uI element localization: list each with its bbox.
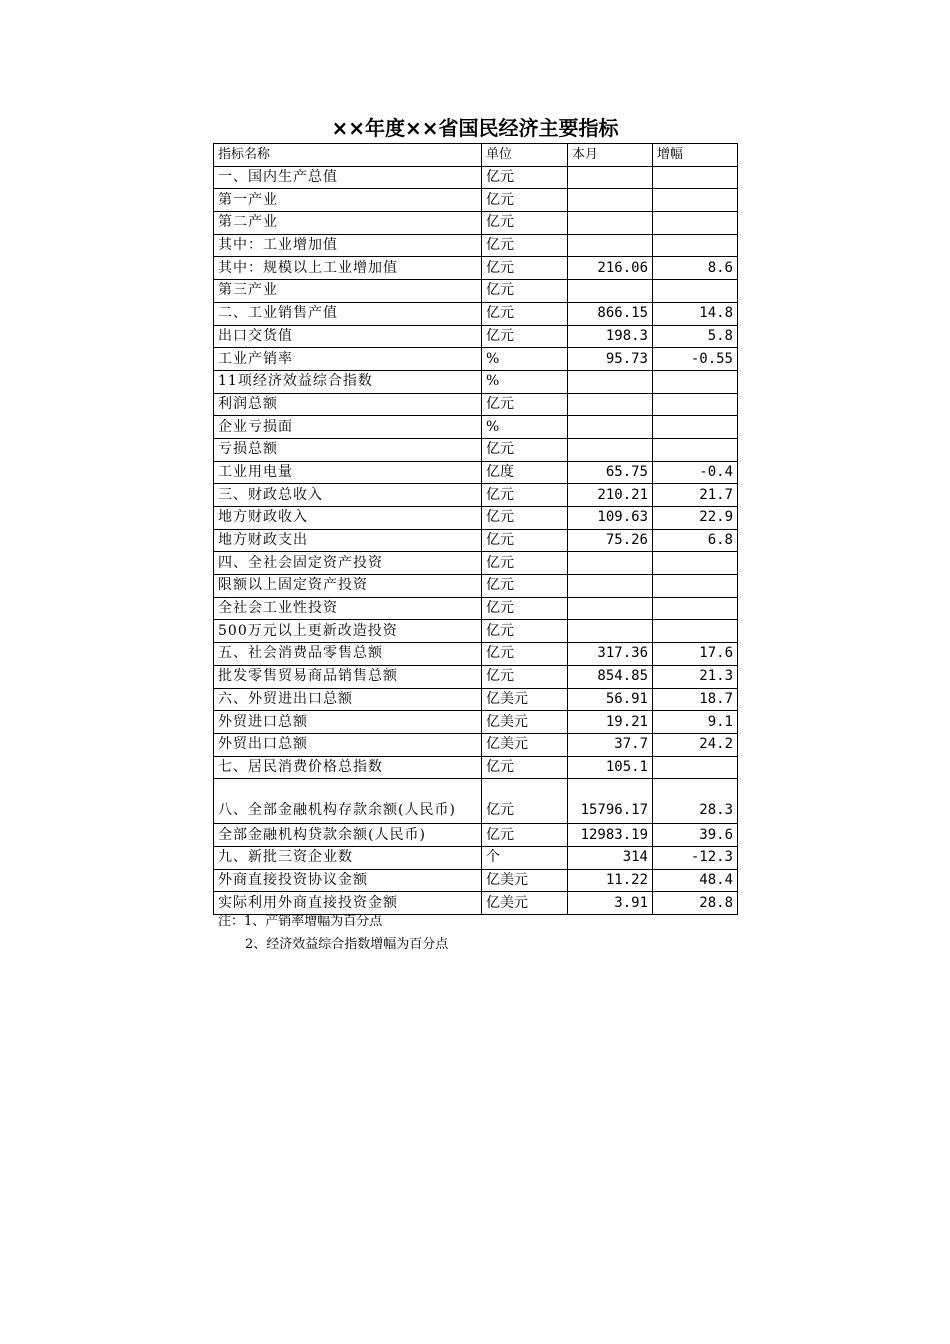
indicator-name: 11项经济效益综合指数 <box>214 370 482 393</box>
indicator-name: 第一产业 <box>214 189 482 212</box>
indicator-unit: 亿元 <box>482 665 568 688</box>
indicator-unit: 亿元 <box>482 438 568 461</box>
indicator-month-value: 105.1 <box>568 756 653 779</box>
indicator-month-value <box>568 597 653 620</box>
indicator-growth-value <box>653 393 738 416</box>
indicator-unit: 亿元 <box>482 212 568 235</box>
indicator-growth-value: 9.1 <box>653 711 738 734</box>
table-row <box>214 348 738 371</box>
indicator-name: 第二产业 <box>214 212 482 235</box>
indicator-unit: 亿美元 <box>482 688 568 711</box>
indicator-name: 全部金融机构贷款余额(人民币) <box>214 824 482 847</box>
indicator-name: 八、全部金融机构存款余额(人民币) <box>214 779 482 824</box>
indicator-growth-value <box>653 280 738 303</box>
indicator-name: 七、居民消费价格总指数 <box>214 756 482 779</box>
indicator-growth-value: -12.3 <box>653 846 738 869</box>
note-line-1: 注：1、产销率增幅为百分点 <box>218 914 383 929</box>
indicator-month-value <box>568 393 653 416</box>
table-row <box>214 620 738 643</box>
table-row <box>214 733 738 756</box>
indicator-month-value <box>568 212 653 235</box>
table-row <box>214 575 738 598</box>
indicator-name: 限额以上固定资产投资 <box>214 575 482 598</box>
indicator-name: 利润总额 <box>214 393 482 416</box>
indicator-month-value <box>568 575 653 598</box>
indicator-growth-value <box>653 756 738 779</box>
indicator-month-value: 854.85 <box>568 665 653 688</box>
indicators-table <box>213 143 738 915</box>
table-row <box>214 257 738 280</box>
indicator-name: 外贸出口总额 <box>214 733 482 756</box>
indicator-unit: 亿元 <box>482 189 568 212</box>
table-row <box>214 597 738 620</box>
indicator-name: 第三产业 <box>214 280 482 303</box>
indicator-unit: 亿美元 <box>482 892 568 915</box>
indicator-month-value <box>568 438 653 461</box>
indicator-unit: 亿元 <box>482 597 568 620</box>
indicator-name: 外商直接投资协议金额 <box>214 869 482 892</box>
indicator-name: 其中：工业增加值 <box>214 234 482 257</box>
indicator-month-value <box>568 370 653 393</box>
indicator-growth-value: -0.55 <box>653 348 738 371</box>
indicator-name: 六、外贸进出口总额 <box>214 688 482 711</box>
indicator-unit: 亿元 <box>482 257 568 280</box>
indicator-name: 其中：规模以上工业增加值 <box>214 257 482 280</box>
header-this-month: 本月 <box>568 144 653 167</box>
table-row <box>214 280 738 303</box>
table-row <box>214 688 738 711</box>
indicator-unit: 亿元 <box>482 552 568 575</box>
indicator-unit: 亿元 <box>482 575 568 598</box>
table-row <box>214 507 738 530</box>
indicator-unit: 亿美元 <box>482 869 568 892</box>
indicator-unit: 亿元 <box>482 507 568 530</box>
indicator-growth-value: 21.3 <box>653 665 738 688</box>
indicator-month-value: 317.36 <box>568 643 653 666</box>
table-notes <box>218 910 448 956</box>
indicator-unit: % <box>482 416 568 439</box>
indicator-growth-value: 22.9 <box>653 507 738 530</box>
indicator-unit: 亿元 <box>482 620 568 643</box>
indicator-growth-value <box>653 234 738 257</box>
indicator-unit: 亿元 <box>482 779 568 824</box>
indicator-name: 地方财政支出 <box>214 529 482 552</box>
indicator-growth-value: 14.8 <box>653 302 738 325</box>
table-row <box>214 416 738 439</box>
table-body <box>214 166 738 914</box>
indicator-name: 亏损总额 <box>214 438 482 461</box>
indicator-month-value: 12983.19 <box>568 824 653 847</box>
indicator-name: 二、工业销售产值 <box>214 302 482 325</box>
indicator-month-value <box>568 166 653 189</box>
indicator-name: 出口交货值 <box>214 325 482 348</box>
table-row <box>214 325 738 348</box>
indicator-unit: 亿元 <box>482 166 568 189</box>
table-row <box>214 756 738 779</box>
indicator-unit: 亿元 <box>482 529 568 552</box>
indicator-unit: 亿元 <box>482 484 568 507</box>
indicator-month-value: 109.63 <box>568 507 653 530</box>
table-row <box>214 824 738 847</box>
indicator-name: 一、国内生产总值 <box>214 166 482 189</box>
header-unit: 单位 <box>482 144 568 167</box>
indicator-unit: 亿元 <box>482 302 568 325</box>
indicator-name: 批发零售贸易商品销售总额 <box>214 665 482 688</box>
indicator-unit: 个 <box>482 846 568 869</box>
table-row <box>214 166 738 189</box>
table-row <box>214 846 738 869</box>
indicator-unit: 亿元 <box>482 325 568 348</box>
indicator-month-value <box>568 416 653 439</box>
indicator-growth-value: 24.2 <box>653 733 738 756</box>
table-row <box>214 779 738 824</box>
indicator-month-value: 314 <box>568 846 653 869</box>
header-indicator-name: 指标名称 <box>214 144 482 167</box>
indicator-month-value: 216.06 <box>568 257 653 280</box>
table-row <box>214 302 738 325</box>
indicator-growth-value: 21.7 <box>653 484 738 507</box>
indicator-unit: 亿元 <box>482 643 568 666</box>
indicator-month-value <box>568 234 653 257</box>
indicator-unit: 亿度 <box>482 461 568 484</box>
table-row <box>214 665 738 688</box>
table-row <box>214 643 738 666</box>
indicator-growth-value <box>653 212 738 235</box>
table-row <box>214 212 738 235</box>
indicator-name: 五、社会消费品零售总额 <box>214 643 482 666</box>
indicator-growth-value <box>653 166 738 189</box>
indicator-name: 企业亏损面 <box>214 416 482 439</box>
note-line-2: 2、经济效益综合指数增幅为百分点 <box>245 937 449 952</box>
table-row <box>214 484 738 507</box>
indicator-month-value <box>568 552 653 575</box>
indicator-growth-value: 39.6 <box>653 824 738 847</box>
indicator-name: 九、新批三资企业数 <box>214 846 482 869</box>
indicator-month-value: 866.15 <box>568 302 653 325</box>
indicator-name: 全社会工业性投资 <box>214 597 482 620</box>
indicator-growth-value <box>653 620 738 643</box>
indicator-growth-value: 28.8 <box>653 892 738 915</box>
indicator-unit: % <box>482 348 568 371</box>
indicator-growth-value <box>653 552 738 575</box>
indicator-growth-value: 8.6 <box>653 257 738 280</box>
indicator-month-value: 37.7 <box>568 733 653 756</box>
indicator-growth-value: 48.4 <box>653 869 738 892</box>
table-row <box>214 869 738 892</box>
indicator-name: 500万元以上更新改造投资 <box>214 620 482 643</box>
indicator-unit: 亿元 <box>482 756 568 779</box>
indicator-unit: 亿美元 <box>482 711 568 734</box>
document-title: ××年度××省国民经济主要指标 <box>331 116 619 140</box>
indicator-month-value: 3.91 <box>568 892 653 915</box>
indicator-month-value: 56.91 <box>568 688 653 711</box>
indicator-month-value: 15796.17 <box>568 779 653 824</box>
table-row <box>214 234 738 257</box>
indicator-name: 外贸进口总额 <box>214 711 482 734</box>
indicator-growth-value: 18.7 <box>653 688 738 711</box>
indicator-unit: 亿元 <box>482 393 568 416</box>
indicator-growth-value <box>653 575 738 598</box>
indicator-growth-value: 28.3 <box>653 779 738 824</box>
indicator-growth-value: 5.8 <box>653 325 738 348</box>
indicator-growth-value: 17.6 <box>653 643 738 666</box>
table-row <box>214 438 738 461</box>
indicator-name: 工业用电量 <box>214 461 482 484</box>
indicator-name: 四、全社会固定资产投资 <box>214 552 482 575</box>
indicator-name: 三、财政总收入 <box>214 484 482 507</box>
indicator-month-value: 11.22 <box>568 869 653 892</box>
indicator-growth-value <box>653 597 738 620</box>
indicator-unit: 亿美元 <box>482 733 568 756</box>
indicator-growth-value <box>653 438 738 461</box>
indicator-month-value: 198.3 <box>568 325 653 348</box>
indicator-growth-value <box>653 370 738 393</box>
indicator-month-value <box>568 189 653 212</box>
indicator-month-value: 95.73 <box>568 348 653 371</box>
table-row <box>214 393 738 416</box>
indicator-growth-value: 6.8 <box>653 529 738 552</box>
indicator-unit: 亿元 <box>482 234 568 257</box>
table-row <box>214 711 738 734</box>
indicator-month-value: 210.21 <box>568 484 653 507</box>
indicator-month-value <box>568 620 653 643</box>
table-row <box>214 461 738 484</box>
table-header-row <box>214 144 738 167</box>
indicator-name: 地方财政收入 <box>214 507 482 530</box>
header-growth: 增幅 <box>653 144 738 167</box>
table-row <box>214 552 738 575</box>
indicator-name: 工业产销率 <box>214 348 482 371</box>
indicator-growth-value: -0.4 <box>653 461 738 484</box>
indicator-unit: 亿元 <box>482 824 568 847</box>
table-row <box>214 370 738 393</box>
indicator-growth-value <box>653 189 738 212</box>
indicator-growth-value <box>653 416 738 439</box>
indicator-unit: % <box>482 370 568 393</box>
indicator-month-value: 75.26 <box>568 529 653 552</box>
table-row <box>214 189 738 212</box>
table-row <box>214 529 738 552</box>
indicator-month-value <box>568 280 653 303</box>
indicator-month-value: 65.75 <box>568 461 653 484</box>
indicator-unit: 亿元 <box>482 280 568 303</box>
indicator-name: 实际利用外商直接投资金额 <box>214 892 482 915</box>
indicator-month-value: 19.21 <box>568 711 653 734</box>
